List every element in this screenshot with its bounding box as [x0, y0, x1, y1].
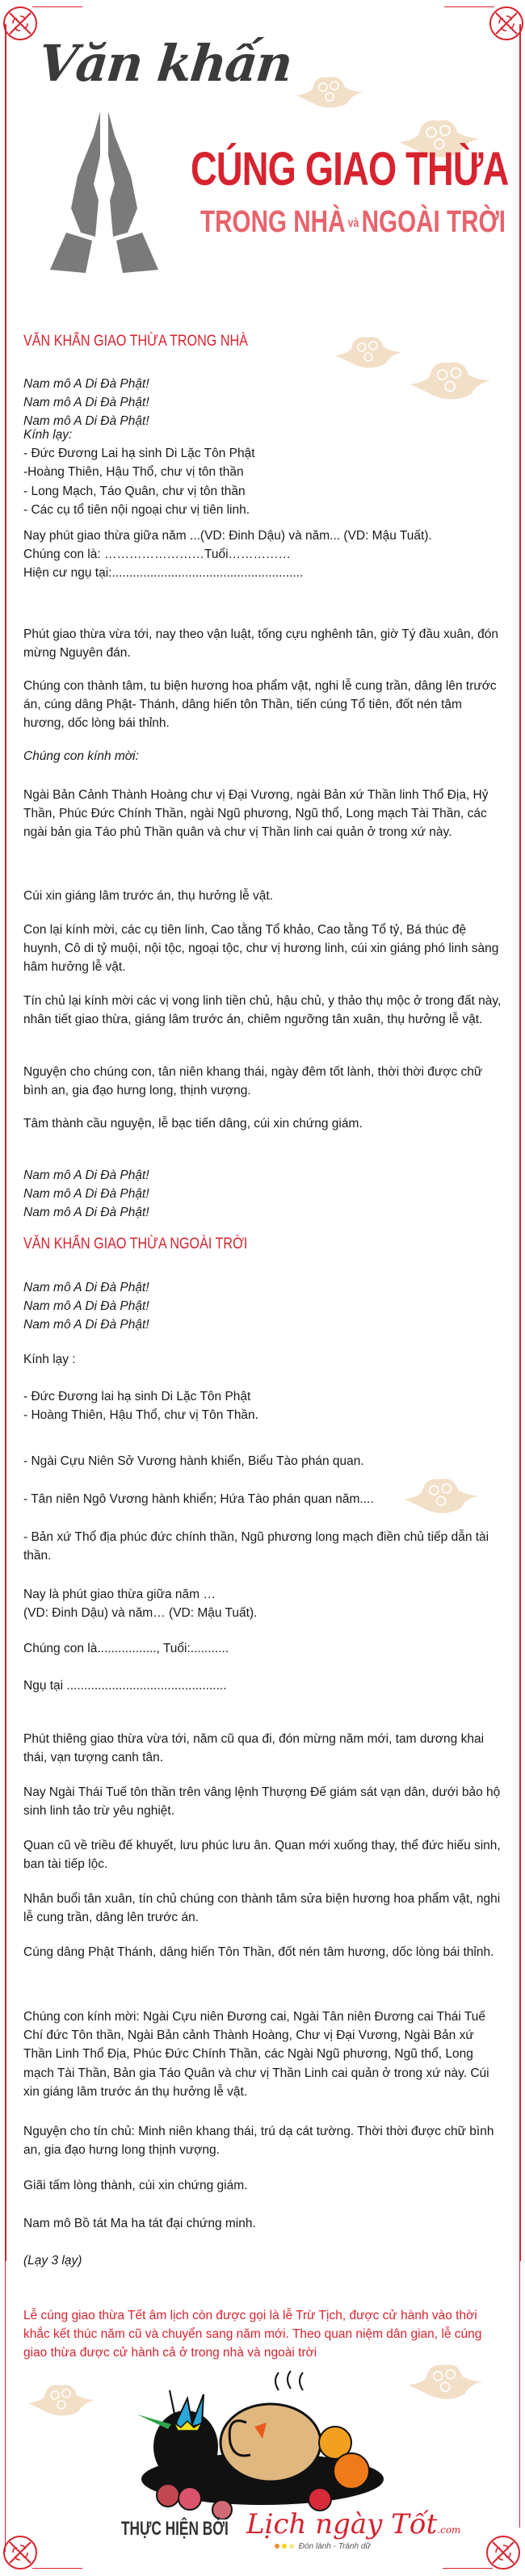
paragraph: Chúng con thành tâm, tu biện hương hoa phẩm vật, nghi lễ cung trần, dâng lên trước án, cúng dâng Phật- Thánh, dâng hiến tôn Thần, tiến cúng Tổ tiên, đốt nén tâm hương, dốc lòng bái thỉnh. [23, 679, 497, 731]
outdoor-paragraph [23, 2122, 505, 2159]
invocation-line: Nam mô A Di Đà Phật! [23, 1318, 149, 1332]
deity-item: - Ngài Cựu Niên Sở Vương hành khiển, Biểu Tào phán quan. [23, 1454, 364, 1468]
deity-item: - Bản xứ Thổ địa phúc đức chính thần, Ngũ phương long mạch điền chủ tiếp dẫn tài thần. [23, 1530, 489, 1563]
paragraph: Phút giao thừa vừa tới, nay theo vận luật, tống cựu nghênh tân, giờ Tý đầu xuân, đón mừng Nguyên đán. [23, 627, 499, 661]
outdoor-paragraph [23, 1836, 505, 1873]
deity-item: - Tân niên Ngô Vương hành khiển; Hứa Tào phán quan năm.... [23, 1492, 374, 1506]
invocation-line: Nam mô A Di Đà Phật! [23, 396, 149, 410]
logo-tagline-text: Đón lành - Tránh dữ [298, 2542, 371, 2551]
paragraph: Chúng con kính mời: Ngài Cựu niên Đương cai, Ngài Tân niên Đương cai Thái Tuế Chí đức Tôn thần, Ngài Bản cảnh Thành Hoàng, Chư vị Đại Vương, Ngài Bản xứ Thần Linh Thổ Địa, Phúc Đức Chính Thần, các Ngài Ngũ phương, Ngũ thổ, Long mạch Tài Thần, Bản gia Táo Quân và chư vị Thần Linh cai quản ở trong xứ này. Cúi xin giáng lâm trước án thụ hưởng lễ vật. [23, 2010, 489, 2099]
outdoor-invocations [23, 1278, 505, 1335]
paragraph: Cúng dâng Phật Thánh, dâng hiến Tôn Thần, đốt nén tâm hương, dốc lòng bái thỉnh. [23, 1945, 494, 1959]
footer-note-text: Lễ cúng giao thừa Tết âm lịch còn được gọi là lễ Trừ Tịch, được cử hành vào thời khắc kết thúc năm cũ và chuyển sang năm mới. Theo quan niệm dân gian, lễ cúng giao thừa được cử hành cả ở trong nhà và ngoài trời [23, 2309, 482, 2360]
logo-suffix: .com [437, 2524, 461, 2536]
indoor-kinh-lay [23, 426, 505, 519]
indoor-paragraph [23, 921, 505, 977]
indoor-invocations [23, 375, 505, 431]
corner-ornament-icon [2, 2534, 39, 2571]
indoor-paragraph [23, 992, 505, 1029]
indoor-paragraph [23, 887, 505, 905]
credit-label: THỰC HIỆN BỞI [121, 2518, 229, 2540]
intro-line: Nay là phút giao thừa giữa năm … [23, 1588, 216, 1601]
kinh-lay-label: Kính lạy: [23, 428, 73, 442]
corner-ornament-icon [485, 2534, 522, 2571]
invocation-line: Nam mô A Di Đà Phật! [23, 1187, 149, 1202]
indoor-intro [23, 527, 505, 583]
indoor-paragraph [23, 786, 505, 842]
frame-left-border [5, 24, 6, 2261]
dot-icon [282, 2544, 287, 2549]
sub-title [200, 205, 506, 240]
outdoor-deity [23, 1528, 505, 1565]
intro-line: Chúng con là: ……………………Tuổi…………… [23, 548, 292, 562]
invocation-line: Nam mô A Di Đà Phật! [23, 414, 149, 429]
cloud-icon [404, 2358, 485, 2403]
invocation-line: Nam mô A Di Đà Phật! [23, 1168, 149, 1182]
script-title: Văn khấn [36, 34, 295, 93]
kinh-lay-item: - Các cụ tổ tiên nội ngoại chư vị tiên linh. [23, 502, 250, 517]
intro-line: (VD: Đinh Dậu) và năm… (VD: Mậu Tuất). [23, 1606, 258, 1621]
dot-icon [275, 2544, 279, 2549]
frame-right-border [519, 24, 521, 2261]
frame-left-border-lower [5, 2261, 6, 2552]
closing-note: (Lạy 3 lạy) [23, 2254, 82, 2268]
kinh-lay-item: - Đức Đương lai hạ sinh Di Lặc Tôn Phật [23, 1390, 251, 1403]
sub-title-left: TRONG NHÀ [200, 205, 346, 239]
outdoor-paragraph [23, 1890, 505, 1927]
indoor-paragraph [23, 625, 505, 662]
invocation-line: Nam mô A Di Đà Phật! [23, 377, 149, 391]
sub-title-right: NGOÀI TRỜI [361, 205, 506, 239]
paragraph: Tín chủ lại kính mời các vị vong linh tiền chủ, hậu chủ, y thảo thụ mộc ở trong đất này, nhân tiết giao thừa, giáng lâm trước án, chiêm ngưỡng tân xuân, thụ hưởng lễ vật. [23, 994, 502, 1027]
paragraph: Nay Ngài Thái Tuế tôn thần trên vâng lệnh Thượng Đế giám sát vạn dân, dưới bảo hộ sinh linh tảo trừ yêu nghiệt. [23, 1785, 501, 1819]
logo-tagline [275, 2542, 371, 2551]
outdoor-closing [23, 2251, 505, 2270]
paragraph: Tâm thành cầu nguyện, lễ bạc tiến dâng, cúi xin chứng giám. [23, 1117, 363, 1131]
name-age-line: Chúng con là................., Tuổi:........... [23, 1642, 229, 1655]
invocation-line: Nam mô A Di Đà Phật! [23, 1206, 149, 1220]
outdoor-deity [23, 1490, 505, 1508]
outdoor-kinh-lay [23, 1350, 505, 1369]
outdoor-paragraph [23, 1943, 505, 1961]
invocation-line: Nam mô A Di Đà Phật! [23, 1299, 149, 1314]
intro-line: Nay phút giao thừa giữa năm ...(VD: Đinh Dậu) và năm... (VD: Mậu Tuất). [23, 529, 432, 543]
section-title-outdoor: VĂN KHẤN GIAO THỪA NGOÀI TRỜI [23, 1236, 248, 1252]
indoor-kinh-moi [23, 747, 505, 766]
paragraph: Con lại kính mời, các cụ tiên linh, Cao tằng Tổ khảo, Cao tằng Tổ tỷ, Bá thúc đệ huynh, Cô di tỷ muội, nội tộc, ngoại tộc, chư vị hương linh, cúi xin giáng phó linh sàng hâm hưởng lễ vật. [23, 923, 499, 975]
outdoor-kinh-lay-items [23, 1387, 505, 1424]
sub-title-joiner: và [347, 216, 359, 230]
frame-bottom-left-line [32, 2568, 82, 2569]
kinh-moi-label: Chúng con kính mời: [23, 749, 139, 763]
cloud-icon [24, 2378, 97, 2420]
invocation-line: Nam mô A Di Đà Phật! [23, 1281, 149, 1294]
kinh-lay-item: - Long Mạch, Táo Quân, chư vị tôn thần [23, 484, 246, 498]
outdoor-paragraph [23, 2176, 505, 2195]
outdoor-paragraph [23, 1730, 505, 1767]
paragraph: Cúi xin giáng lâm trước án, thụ hưởng lễ vật. [23, 889, 274, 903]
intro-line: Hiện cư ngụ tại:....................................................... [23, 566, 304, 581]
site-logo[interactable] [246, 2508, 461, 2551]
kinh-lay-item: -Hoàng Thiên, Hậu Thổ, chư vị tôn thần [23, 465, 244, 480]
outdoor-paragraph [23, 2214, 505, 2233]
paragraph: Nguyện cho tín chủ: Minh niên khang thái, trú dạ cát tường. Thời thời được chữ bình an, gia đạo hưng long thịnh vượng. [23, 2125, 494, 2158]
indoor-paragraph [23, 1063, 505, 1100]
frame-right-border-lower [519, 2261, 520, 2528]
praying-hands-icon [42, 111, 171, 273]
paragraph: Nguyện cho chúng con, tân niên khang thái, ngày đêm tốt lành, thời thời được chữ bình an, gia đạo hưng long, thịnh vượng. [23, 1065, 483, 1098]
footer-note [23, 2306, 505, 2363]
indoor-paragraph [23, 1114, 505, 1133]
page-header [0, 0, 525, 275]
paragraph: Quan cũ về triều đế khuyết, lưu phúc lưu ân. Quan mới xuống thay, thể đức hiếu sinh, ban tài tiếp lộc. [23, 1839, 501, 1872]
offering-tray-illustration [129, 2366, 388, 2519]
cloud-icon [331, 331, 404, 371]
outdoor-paragraph [23, 1783, 505, 1820]
section-title-indoor: VĂN KHẤN GIAO THỪA TRONG NHÀ [23, 333, 248, 350]
paragraph: Giãi tấm lòng thành, cúi xin chứng giám. [23, 2179, 248, 2192]
kinh-lay-item: - Đức Đương Lai hạ sinh Di Lặc Tôn Phật [23, 447, 255, 461]
kinh-lay-item: - Hoàng Thiên, Hậu Thổ, chư vị Tôn Thần. [23, 1408, 258, 1423]
address-line: Ngụ tại .............................................. [23, 1679, 227, 1693]
logo-text: Lịch ngày Tốt [246, 2508, 438, 2540]
outdoor-name-age [23, 1639, 505, 1658]
paragraph: Nhân buổi tân xuân, tín chủ chúng con thành tâm sửa biện hương hoa phẩm vật, nghi lễ cung trần, dâng lên trước án. [23, 1892, 501, 1925]
outdoor-intro [23, 1585, 505, 1622]
outdoor-address [23, 1676, 505, 1695]
paragraph: Nam mô Bồ tát Ma ha tát đại chứng minh. [23, 2217, 256, 2230]
outdoor-paragraph [23, 2008, 505, 2101]
kinh-lay-label: Kính lạy : [23, 1353, 76, 1366]
outdoor-deity [23, 1452, 505, 1471]
indoor-closing-invocations [23, 1166, 505, 1223]
dot-icon [289, 2544, 294, 2549]
main-title: CÚNG GIAO THỪA [191, 143, 509, 195]
paragraph: Phút thiêng giao thừa vừa tới, năm cũ qua đi, đón mừng năm mới, tam dương khai thái, vạn tượng canh tân. [23, 1732, 485, 1765]
indoor-paragraph [23, 677, 505, 733]
paragraph: Ngài Bản Cảnh Thành Hoàng chư vị Đại Vương, ngài Bản xứ Thần linh Thổ Địa, Hỷ Thần, Phúc Đức Chính Thần, ngài Ngũ phương, Ngũ thổ, Long mạch Tài Thần, các ngài bản gia Táo phủ Thần quân và chư vị Thần linh cai quản ở trong xứ này. [23, 788, 489, 840]
